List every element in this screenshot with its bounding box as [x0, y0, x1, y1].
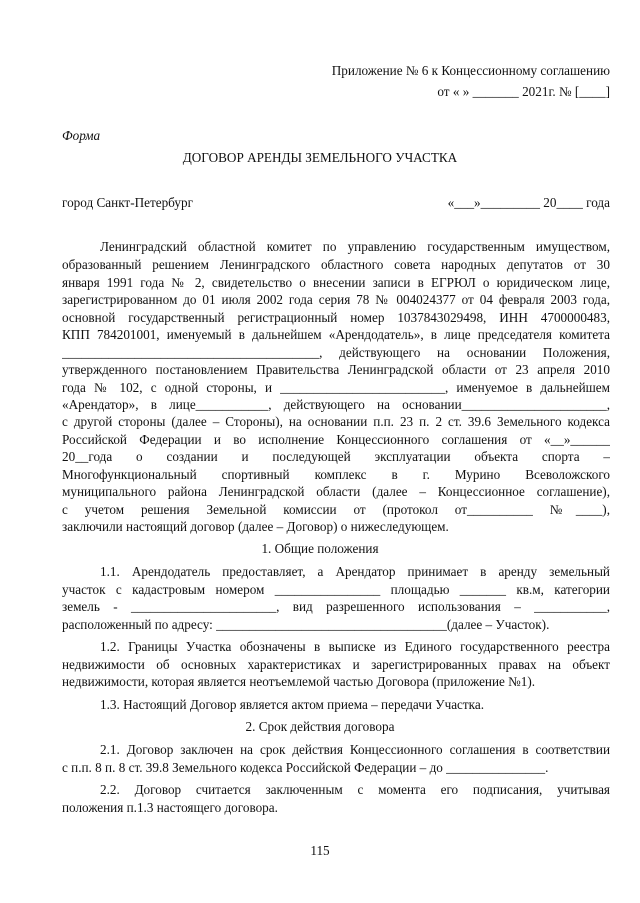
preamble-line: _______________________________________, действующего на основании Положения, [62, 345, 610, 360]
clause-1-1-line: земель - ______________________, вид разрешенного использования – ___________, [62, 599, 610, 614]
preamble-line: 20__года о создании и последующей эксплуатации объекта спорта – [62, 449, 610, 464]
appendix-date: от « » _______ 2021г. № [____] [437, 84, 610, 99]
form-label: Форма [62, 128, 101, 143]
clause-1-1-line: 1.1. Арендодатель предоставляет, а Арендатор принимает в аренду земельный [100, 564, 610, 579]
preamble-line: «Арендатор», в лице___________, действующего на основании______________________, [62, 397, 610, 412]
preamble-line: года № 102, с одной стороны, и _________________________, именуемое в дальнейшем [62, 380, 610, 395]
clause-2-1-line: с п.п. 8 п. 8 ст. 39.8 Земельного кодекса Российской Федерации – до _______________. [62, 760, 549, 775]
clause-2-2-line: 2.2. Договор считается заключенным с момента его подписания, учитывая [100, 782, 610, 797]
clause-1-1-line: расположенный по адресу: ___________________________________(далее – Участок). [62, 617, 550, 632]
clause-1-2-line: недвижимости об основных характеристиках и зарегистрированных правах на объект [62, 657, 610, 672]
preamble-line: Российской Федерации и во исполнение Концессионного соглашения от «__»______ [62, 432, 610, 447]
city-label: город Санкт-Петербург [62, 195, 193, 210]
page-number: 115 [310, 843, 330, 858]
preamble-line: основной государственный регистрационный номер 1037843029498, ИНН 4700000483, [62, 310, 610, 325]
clause-1-2-line: 1.2. Границы Участка обозначены в выписке из Единого государственного реестра [100, 639, 610, 654]
clause-1-3: 1.3. Настоящий Договор является актом приема – передачи Участка. [100, 697, 485, 712]
preamble-line: зарегистрированном до 01 июля 2002 года серия 78 № 004024377 от 04 февраля 2003 года, [62, 292, 610, 307]
preamble-line: с учетом решения Земельной комиссии от (протокол от__________ №____), [62, 502, 610, 517]
clause-1-1-line: участок с кадастровым номером ________________ площадью _______ кв.м, категории [62, 582, 610, 597]
section-heading: 2. Срок действия договора [245, 719, 395, 734]
preamble-line: муниципального района Ленинградской области (далее – Концессионное соглашение), [62, 484, 610, 499]
clause-2-1-line: 2.1. Договор заключен на срок действия Концессионного соглашения в соответствии [100, 742, 610, 757]
preamble-line: Многофункциональный спортивный комплекс в г. Мурино Всеволожского [62, 467, 610, 482]
contract-date: «___»_________ 20____ года [447, 195, 610, 210]
preamble-line: КПП 784201001, именуемый в дальнейшем «Арендодатель», в лице председателя комитета [62, 327, 610, 342]
appendix-reference: Приложение № 6 к Концессионному соглашению [331, 63, 610, 78]
preamble-line: Ленинградский областной комитет по управлению государственным имуществом, [100, 239, 610, 254]
preamble-line: утвержденного постановлением Правительства Ленинградской области от 23 апреля 2010 [62, 362, 610, 377]
preamble-line: с другой стороны (далее – Стороны), на основании п.п. 23 п. 2 ст. 39.6 Земельного кодекса [62, 414, 610, 429]
clause-1-2-line: недвижимости, которая является неотъемлемой частью Договора (приложение №1). [62, 674, 536, 689]
preamble-line: заключили настоящий договор (далее – Договор) о нижеследующем. [62, 519, 449, 534]
clause-2-2-line: положения п.1.3 настоящего договора. [62, 800, 278, 815]
preamble-line: января 1991 года № 2, свидетельство о внесении записи в ЕГРЮЛ о юридическом лице, [62, 275, 610, 290]
preamble-line: образованный решением Ленинградского областного совета народных депутатов от 30 [62, 257, 610, 272]
document-title: ДОГОВОР АРЕНДЫ ЗЕМЕЛЬНОГО УЧАСТКА [182, 150, 458, 165]
section-heading: 1. Общие положения [261, 541, 379, 556]
